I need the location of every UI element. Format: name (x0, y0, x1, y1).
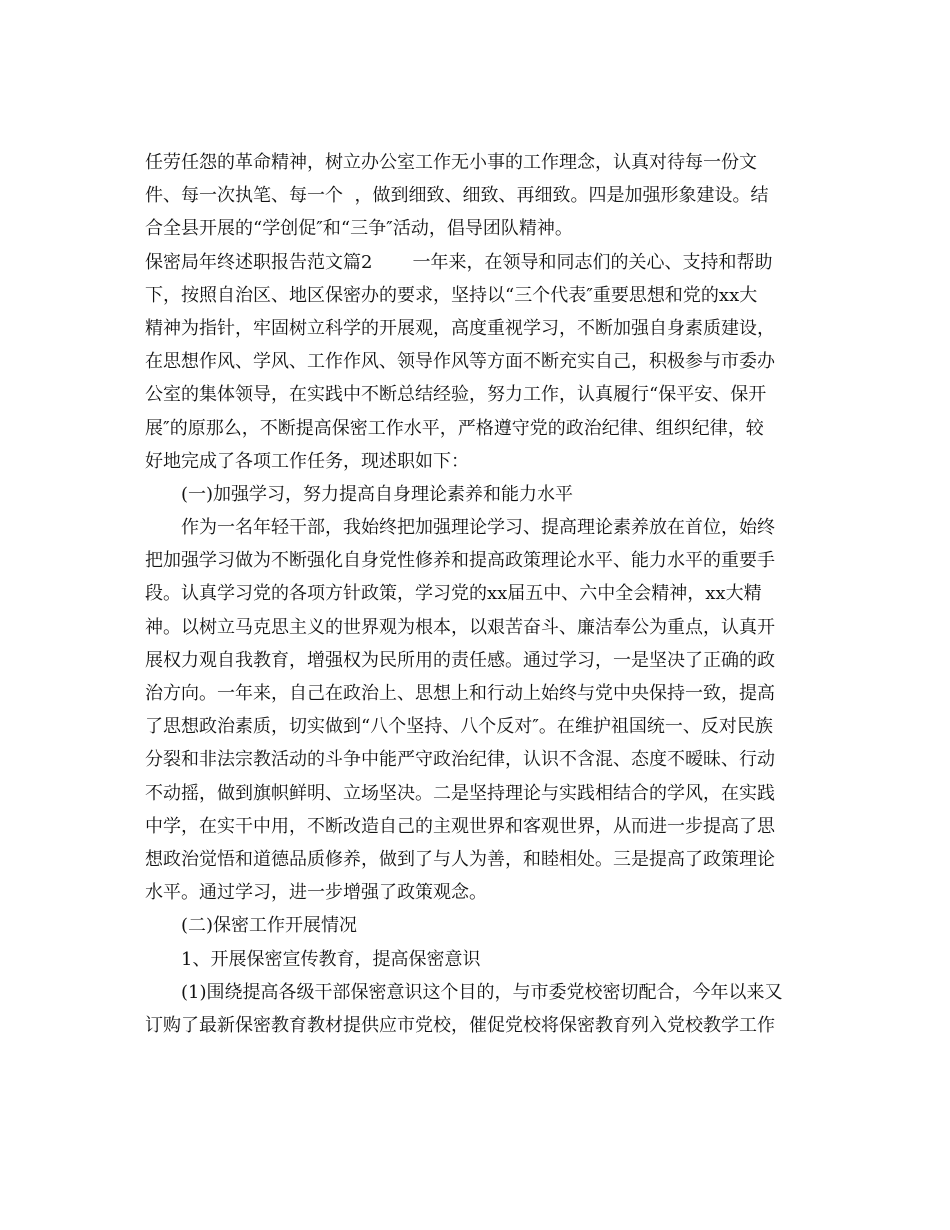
document-line: 想政治觉悟和道德品质修养，做到了与人为善，和睦相处。三是提高了政策理论 (145, 848, 775, 870)
document-line: 水平。通过学习，进一步增强了政策观念。 (145, 882, 487, 904)
document-line: 精神为指针，牢固树立科学的开展观，高度重视学习，不断加强自身素质建设， (145, 317, 775, 339)
document-line: 在思想作风、学风、工作作风、领导作风等方面不断充实自己，积极参与市委办 (145, 351, 775, 373)
document-line: 作为一名年轻干部，我始终把加强理论学习、提高理论素养放在首位，始终 (181, 517, 775, 539)
document-line: (一)加强学习，努力提高自身理论素养和能力水平 (181, 483, 574, 505)
document-line: 保密局年终述职报告范文篇2 一年来，在领导和同志们的关心、支持和帮助 (145, 251, 773, 273)
document-line: 治方向。一年来，自己在政治上、思想上和行动上始终与党中央保持一致，提高 (145, 683, 775, 704)
document-line: (1)围绕提高各级干部保密意识这个目的，与市委党校密切配合，今年以来又 (181, 981, 783, 1003)
document-line: 了思想政治素质，切实做到“八个坚持、八个反对″。在维护祖国统一、反对民族 (145, 716, 773, 738)
document-line: 中学，在实干中用，不断改造自己的主观世界和客观世界，从而进一步提高了思 (145, 815, 775, 837)
document-line: 分裂和非法宗教活动的斗争中能严守政治纪律，认识不含混、态度不暧昧、行动 (145, 749, 775, 771)
document-line: 展权力观自我教育，增强权为民所用的责任感。通过学习，一是坚决了正确的政 (145, 649, 775, 671)
document-line: 件、每一次执笔、每一个 ，做到细致、细致、再细致。四是加强形象建设。结 (145, 185, 769, 207)
document-line: 不动摇，做到旗帜鲜明、立场坚决。二是坚持理论与实践相结合的学风，在实践 (145, 782, 775, 804)
document-body (145, 146, 815, 1042)
document-line: 下，按照自治区、地区保密办的要求，坚持以“三个代表″重要思想和党的xx大 (145, 284, 758, 306)
document-line: 合全县开展的“学创促″和“三争″活动，倡导团队精神。 (145, 218, 573, 240)
document-line: 公室的集体领导，在实践中不断总结经验，努力工作，认真履行“保平安、保开 (145, 384, 767, 406)
document-line: 段。认真学习党的各项方针政策，学习党的xx届五中、六中全会精神，xx大精 (145, 583, 762, 605)
document-line: 展″的原那么，不断提高保密工作水平，严格遵守党的政治纪律、组织纪律，较 (145, 417, 764, 439)
document-line: (二)保密工作开展情况 (181, 915, 358, 937)
document-line: 好地完成了各项工作任务，现述职如下： (145, 450, 469, 472)
document-line: 把加强学习做为不断强化自身党性修养和提高政策理论水平、能力水平的重要手 (145, 550, 775, 572)
document-line: 1、开展保密宣传教育，提高保密意识 (181, 948, 481, 970)
document-line: 任劳任怨的革命精神，树立办公室工作无小事的工作理念，认真对待每一份文 (145, 152, 757, 173)
document-line: 神。以树立马克思主义的世界观为根本，以艰苦奋斗、廉洁奉公为重点，认真开 (145, 616, 775, 638)
document-line: 订购了最新保密教育教材提供应市党校，催促党校将保密教育列入党校教学工作 (145, 1014, 775, 1036)
